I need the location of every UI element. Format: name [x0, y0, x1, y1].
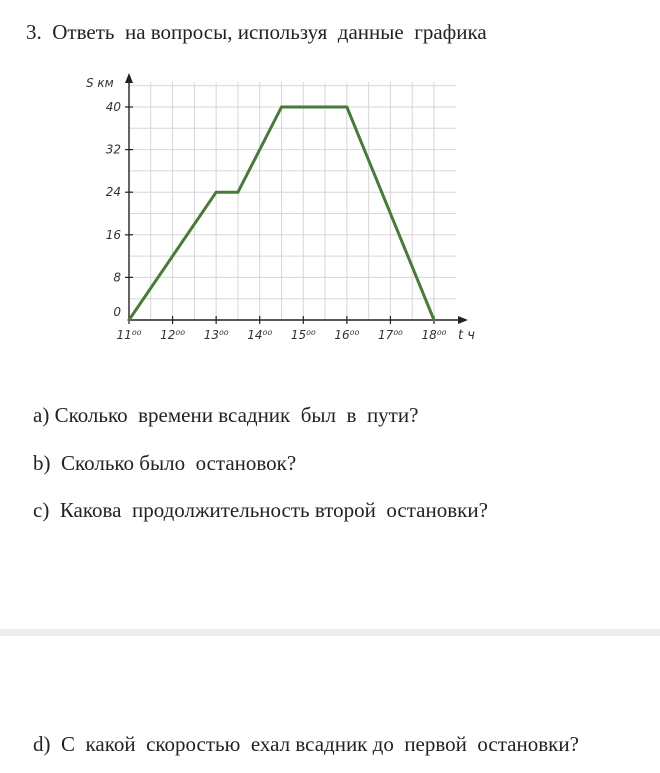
- question-a: a) Сколько времени всадник был в пути?: [33, 403, 419, 427]
- chart-ticks: [106, 100, 447, 342]
- y-tick-label: 32: [105, 142, 121, 157]
- distance-time-chart: [80, 70, 490, 350]
- data-point: [280, 106, 283, 109]
- y-axis-arrow: [125, 73, 133, 83]
- x-tick-label: 12⁰⁰: [160, 328, 186, 342]
- data-point: [215, 191, 218, 194]
- x-tick-label: 17⁰⁰: [377, 328, 403, 342]
- section-divider: [0, 629, 660, 636]
- data-point: [236, 191, 239, 194]
- question-d: d) С какой скоростью ехал всадник до первой остановки?: [33, 732, 579, 756]
- question-b: b) Сколько было остановок?: [33, 451, 297, 475]
- y-tick-label: 40: [105, 100, 121, 114]
- x-tick-label: 14⁰⁰: [247, 328, 273, 342]
- x-axis-arrow: [458, 316, 468, 324]
- chart-grid: [129, 82, 456, 320]
- data-point: [128, 319, 131, 322]
- x-tick-label: 18⁰⁰: [421, 328, 447, 342]
- x-axis-label: t ч: [458, 328, 475, 343]
- y-tick-label: 16: [105, 227, 121, 242]
- data-point: [345, 106, 348, 109]
- y-tick-label: 0: [113, 305, 121, 319]
- x-tick-label: 16⁰⁰: [334, 328, 360, 342]
- x-tick-label: 11⁰⁰: [116, 328, 142, 342]
- y-tick-label: 8: [113, 270, 121, 285]
- x-tick-label: 13⁰⁰: [203, 328, 229, 342]
- x-tick-label: 15⁰⁰: [290, 328, 316, 342]
- data-point: [433, 319, 436, 322]
- y-axis-label: S км: [86, 76, 114, 90]
- chart-axes: [125, 73, 468, 324]
- y-tick-label: 24: [105, 185, 121, 200]
- task-title: 3. Ответь на вопросы, используя данные графика: [26, 20, 487, 44]
- question-c: c) Какова продолжительность второй остановки?: [33, 498, 488, 522]
